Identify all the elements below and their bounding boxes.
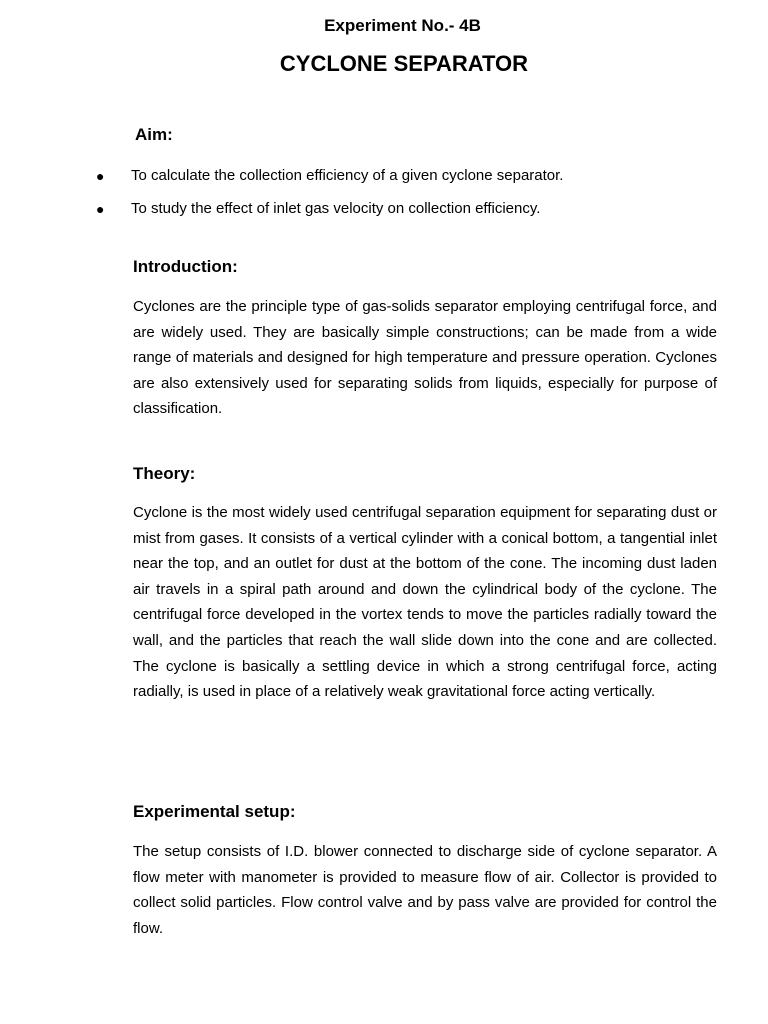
aim-heading: Aim: [135, 125, 173, 144]
introduction-heading: Introduction: [133, 257, 238, 276]
list-item [96, 198, 736, 231]
experimental-setup-heading: Experimental setup: [133, 802, 296, 821]
aim-item-text: To calculate the collection efficiency of a given cyclone separator. [131, 167, 564, 184]
page-title: CYCLONE SEPARATOR [279, 51, 529, 76]
theory-heading: Theory: [133, 464, 196, 483]
aim-list [96, 165, 736, 231]
introduction-paragraph: Cyclones are the principle type of gas-solids separator employing centrifugal force, and are widely used. They are basically simple constructions; can be made from a wide range of materials and designed for high temperature and pressure operation. Cyclones are also extensively used for separating solids from liquids, especially for purpose of classification. [133, 298, 717, 418]
list-item [96, 165, 736, 198]
bullet-icon: ● [96, 168, 105, 184]
bullet-icon: ● [96, 201, 105, 217]
experimental-setup-paragraph: The setup consists of I.D. blower connected to discharge side of cyclone separator. A flow meter with manometer is provided to measure flow of air. Collector is provided to collect solid particles. Flow control valve and by pass valve are provided for control the flow. [133, 843, 717, 937]
aim-item-text: To study the effect of inlet gas velocity on collection efficiency. [131, 200, 541, 217]
theory-paragraph: Cyclone is the most widely used centrifugal separation equipment for separating dust or mist from gases. It consists of a vertical cylinder with a conical bottom, a tangential inlet near the top, and an outlet for dust at the bottom of the cone. The incoming dust laden air travels in a spiral path around and down the cylindrical body of the cyclone. The centrifugal force developed in the vortex tends to move the particles radially toward the wall, and the particles that reach the wall slide down into the cone and are collected. The cyclone is basically a settling device in which a strong centrifugal force, acting radially, is used in place of a relatively weak gravitational force acting vertically. [133, 504, 717, 701]
experiment-number: Experiment No.- 4B [324, 16, 481, 35]
